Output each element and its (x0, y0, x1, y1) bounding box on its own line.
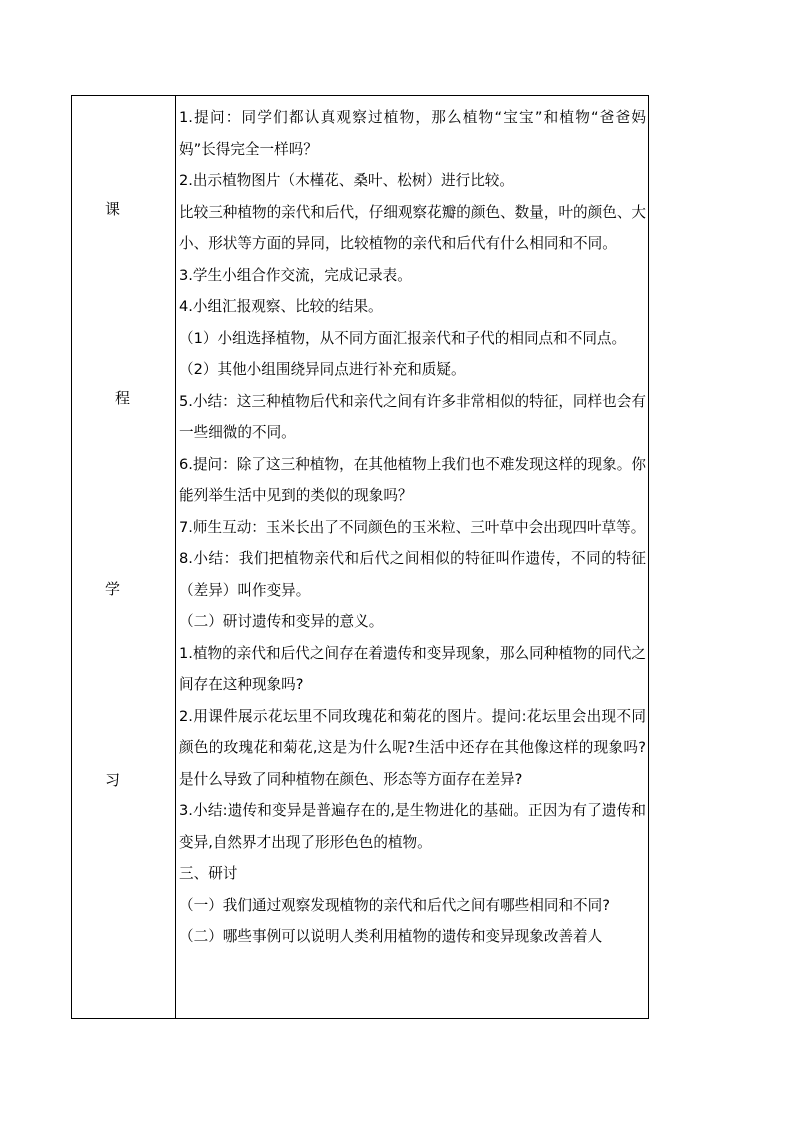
content-paragraph: 2.用课件展示花坛里不同玫瑰花和菊花的图片。提问:花坛里会出现不同颜色的玫瑰花和菊花,这是为什么呢?生活中还存在其他像这样的现象吗?是什么导致了同种植物在颜色、形态等方面存在差异? (179, 707, 646, 788)
content-paragraph: （1）小组选择植物，从不同方面汇报亲代和子代的相同点和不同点。 (179, 329, 627, 347)
content-paragraph: 4.小组汇报观察、比较的结果。 (179, 298, 383, 315)
content-paragraph: 比较三种植物的亲代和后代，仔细观察花瓣的颜色、数量，叶的颜色、大小、形状等方面的异同，比较植物的亲代和后代有什么相同和不同。 (179, 203, 647, 252)
content-paragraph: （2）其他小组围绕异同点进行补充和质疑。 (179, 361, 466, 378)
side-label-cheng: 程 (115, 389, 131, 407)
content-paragraph: （二）哪些事例可以说明人类利用植物的遗传和变异现象改善着人 (179, 928, 603, 945)
content-paragraph: （二）研讨遗传和变异的意义。 (179, 613, 384, 630)
content-paragraph: 6.提问：除了这三种植物，在其他植物上我们也不难发现这样的现象。你能列举生活中见到的类似的现象吗？ (179, 455, 646, 504)
lesson-content (176, 96, 648, 1018)
content-paragraph: 5.小结：这三种植物后代和亲代之间有许多非常相似的特征，同样也会有一些细微的不同。 (179, 392, 646, 441)
content-paragraph: 1.提问：同学们都认真观察过植物，那么植物“宝宝”和植物“爸爸妈妈”长得完全一样吗？ (179, 109, 646, 158)
side-label-xue: 学 (105, 580, 121, 598)
content-paragraph: 三、研讨 (179, 865, 238, 882)
content-paragraph: 7.师生互动：玉米长出了不同颜色的玉米粒、三叶草中会出现四叶草等。 (179, 518, 646, 536)
side-label-xi: 习 (105, 771, 121, 789)
content-paragraph: 1.植物的亲代和后代之间存在着遗传和变异现象，那么同种植物的同代之间存在这种现象吗? (179, 644, 646, 693)
lesson-table (71, 95, 649, 1019)
side-label-ke: 课 (105, 200, 121, 218)
content-paragraph: （一）我们通过观察发现植物的亲代和后代之间有哪些相同和不同? (179, 896, 610, 914)
section-label-column (72, 96, 176, 1018)
content-paragraph: 2.出示植物图片（木槿花、桑叶、松树）进行比较。 (179, 172, 514, 189)
content-paragraph: 8.小结：我们把植物亲代和后代之间相似的特征叫作遗传，不同的特征（差异）叫作变异。 (179, 550, 646, 599)
content-paragraph: 3.学生小组合作交流，完成记录表。 (179, 266, 412, 284)
content-paragraph: 3.小结:遗传和变异是普遍存在的,是生物进化的基础。正因为有了遗传和变异,自然界才出现了形形色色的植物。 (179, 802, 646, 851)
